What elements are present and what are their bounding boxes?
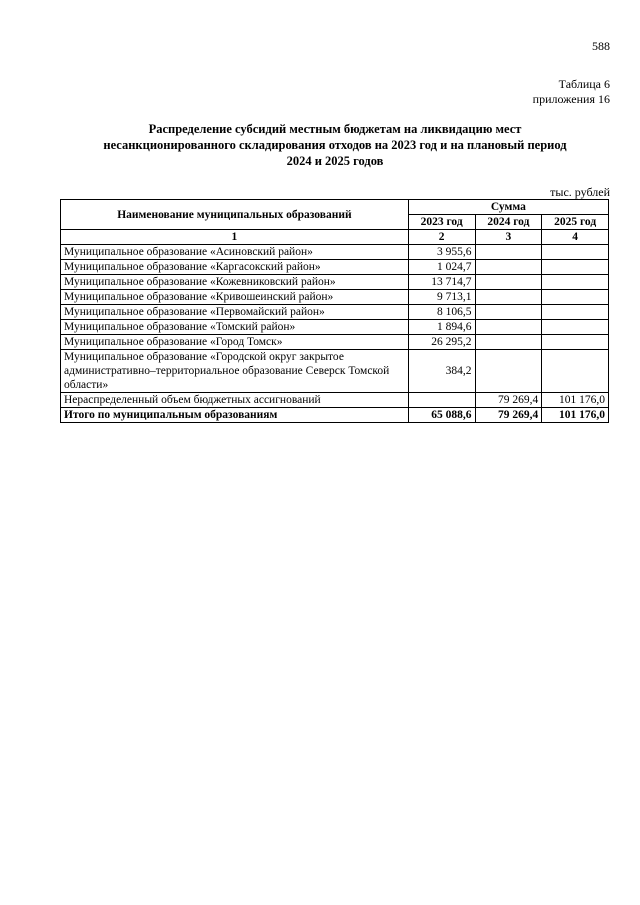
column-number: 1 xyxy=(61,230,409,245)
municipality-name: Муниципальное образование «Томский район» xyxy=(61,320,409,335)
municipality-name: Муниципальное образование «Первомайский район» xyxy=(61,305,409,320)
column-number: 3 xyxy=(475,230,542,245)
value-2025 xyxy=(542,335,609,350)
value-2024 xyxy=(475,335,542,350)
value-2023: 9 713,1 xyxy=(408,290,475,305)
value-2025 xyxy=(542,320,609,335)
table-reference-line2: приложения 16 xyxy=(532,92,610,106)
units-label: тыс. рублей xyxy=(550,185,610,199)
title-line1: Распределение субсидий местным бюджетам на ликвидацию мест xyxy=(148,122,522,136)
value-2025 xyxy=(542,350,609,393)
value-2025 xyxy=(542,290,609,305)
value-2024 xyxy=(475,260,542,275)
value-2024 xyxy=(475,245,542,260)
title-line3: 2024 и 2025 годов xyxy=(286,154,384,168)
value-2024 xyxy=(475,290,542,305)
total-2024: 79 269,4 xyxy=(475,408,542,423)
municipality-name: Муниципальное образование «Кожевниковский район» xyxy=(61,275,409,290)
header-year-2023: 2023 год xyxy=(408,215,475,230)
subsidies-table xyxy=(60,199,609,423)
table-row xyxy=(61,305,609,320)
value-2023: 26 295,2 xyxy=(408,335,475,350)
value-2024 xyxy=(475,320,542,335)
value-2024 xyxy=(475,275,542,290)
table-row xyxy=(61,320,609,335)
table-row xyxy=(61,260,609,275)
municipality-name: Нераспределенный объем бюджетных ассигнований xyxy=(61,393,409,408)
header-municipality: Наименование муниципальных образований xyxy=(61,200,409,230)
column-number: 4 xyxy=(542,230,609,245)
municipality-name: Муниципальное образование «Каргасокский район» xyxy=(61,260,409,275)
value-2025: 101 176,0 xyxy=(542,393,609,408)
header-year-2025: 2025 год xyxy=(542,215,609,230)
value-2023: 1 894,6 xyxy=(408,320,475,335)
value-2023: 1 024,7 xyxy=(408,260,475,275)
table-row xyxy=(61,350,609,393)
value-2025 xyxy=(542,275,609,290)
table-row xyxy=(61,335,609,350)
municipality-name: Муниципальное образование «Кривошеинский район» xyxy=(61,290,409,305)
value-2025 xyxy=(542,260,609,275)
value-2024 xyxy=(475,350,542,393)
value-2024 xyxy=(475,305,542,320)
total-2023: 65 088,6 xyxy=(408,408,475,423)
total-2025: 101 176,0 xyxy=(542,408,609,423)
table-row xyxy=(61,245,609,260)
value-2023: 13 714,7 xyxy=(408,275,475,290)
header-year-2024: 2024 год xyxy=(475,215,542,230)
table-row xyxy=(61,275,609,290)
municipality-name: Муниципальное образование «Асиновский район» xyxy=(61,245,409,260)
table-reference-line1: Таблица 6 xyxy=(558,77,610,91)
value-2023 xyxy=(408,393,475,408)
table-row xyxy=(61,393,609,408)
municipality-name: Муниципальное образование «Городской округ закрытое административно–территориальное образование Северск Томской области» xyxy=(61,350,409,393)
value-2023: 3 955,6 xyxy=(408,245,475,260)
municipality-name: Муниципальное образование «Город Томск» xyxy=(61,335,409,350)
value-2024: 79 269,4 xyxy=(475,393,542,408)
value-2025 xyxy=(542,305,609,320)
table-reference xyxy=(533,77,610,107)
page-number: 588 xyxy=(592,39,610,53)
title-line2: несанкционированного складирования отходов на 2023 год и на плановый период xyxy=(103,138,567,152)
value-2025 xyxy=(542,245,609,260)
value-2023: 8 106,5 xyxy=(408,305,475,320)
total-row xyxy=(61,408,609,423)
table-row xyxy=(61,290,609,305)
value-2023: 384,2 xyxy=(408,350,475,393)
column-number: 2 xyxy=(408,230,475,245)
total-label: Итого по муниципальным образованиям xyxy=(61,408,409,423)
document-title xyxy=(60,121,610,169)
header-sum: Сумма xyxy=(408,200,608,215)
